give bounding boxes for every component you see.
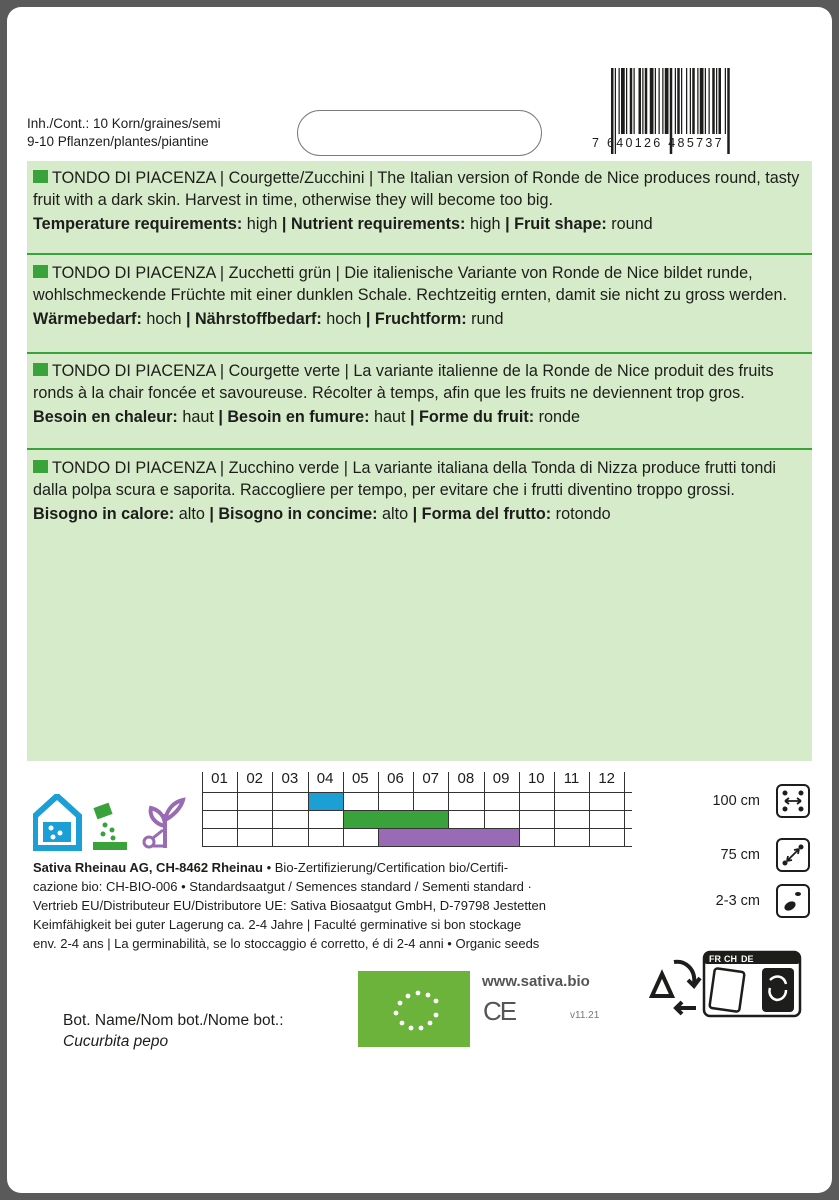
- recycle-box-icon: [704, 952, 800, 1016]
- divider: [27, 253, 812, 255]
- prop-value: hoch: [141, 310, 186, 328]
- barcode-bar: [681, 68, 682, 134]
- description-en: [33, 167, 808, 235]
- prop-value: alto: [377, 505, 413, 523]
- row-spacing-icon: [776, 784, 810, 818]
- company-line: env. 2-4 ans | La germinabilità, se lo stoccaggio é corretto, é di 2-4 anni • Organic seeds: [33, 936, 540, 951]
- harvest-bar: [379, 829, 519, 846]
- description-panel: [27, 161, 812, 761]
- month-label: 04: [316, 770, 334, 787]
- divider: [27, 352, 812, 354]
- month-label: 08: [457, 770, 475, 787]
- month-label: 10: [527, 770, 545, 787]
- barcode-bar: [630, 68, 633, 134]
- prop-label: | Fruit shape:: [505, 215, 607, 233]
- sowing-depth-value: 2-3 cm: [715, 893, 760, 909]
- barcode-bar: [639, 68, 642, 134]
- recycle-code-fr: FR: [709, 954, 721, 964]
- row-spacing-value: 100 cm: [712, 793, 760, 809]
- barcode-bar: [677, 68, 680, 134]
- barcode-bar: [650, 68, 654, 134]
- harvest-icon: [144, 800, 183, 848]
- plant-spacing: [700, 838, 810, 872]
- calendar-gridline: [343, 772, 344, 846]
- barcode-bar: [665, 68, 669, 134]
- barcode-bar: [725, 68, 726, 134]
- month-label: 02: [246, 770, 264, 787]
- barcode-bar: [662, 68, 663, 134]
- barcode-bar: [705, 68, 706, 134]
- company-line: Keimfähigkeit bei guter Lagerung ca. 2-4 Jahre | Faculté germinative si bon stockage: [33, 917, 522, 932]
- direct-sowing-icon: [93, 803, 127, 850]
- barcode-bar: [634, 68, 635, 134]
- hang-hole: [297, 110, 542, 156]
- calendar-gridline: [202, 846, 632, 847]
- month-label: 06: [387, 770, 404, 787]
- sowing-depth-icon: [776, 884, 810, 918]
- description-fr: [33, 360, 808, 428]
- calendar-gridline: [624, 772, 625, 846]
- contents-line: Inh./Cont.: 10 Korn/graines/semi: [27, 116, 221, 131]
- company-info: [33, 858, 633, 953]
- company-line: Vertrieb EU/Distributeur EU/Distributore UE: Sativa Biosaatgut GmbH, D-79798 Jestetten: [33, 898, 546, 913]
- packet-contents-info: [27, 115, 221, 151]
- company-line-text: • Bio-Zertifizierung/Certification bio/Certifi-: [262, 860, 509, 875]
- green-square-icon: [33, 460, 48, 473]
- barcode-bar: [712, 68, 715, 134]
- prop-label: | Forma del frutto:: [412, 505, 552, 523]
- month-label: 11: [563, 770, 580, 787]
- barcode-bar: [675, 68, 676, 134]
- barcode-bar: [719, 68, 722, 134]
- month-label: 01: [211, 770, 228, 787]
- prop-value: rund: [466, 310, 504, 328]
- indoor-sowing-bar: [309, 793, 343, 810]
- description-de: [33, 262, 808, 330]
- ce-mark: CE: [483, 996, 516, 1026]
- prop-label: | Nährstoffbedarf:: [185, 310, 322, 328]
- description-text: TONDO DI PIACENZA | Courgette verte | La variante italienne de la Ronde de Nice produit des fruits ronds à la chair foncée et savoureuse. Récolter à temps, afin que les fruits ne deviennent trop gros.: [33, 362, 774, 402]
- prop-value: rotondo: [551, 505, 611, 523]
- botanical-name: Cucurbita pepo: [63, 1033, 169, 1050]
- calendar-gridline: [589, 772, 590, 846]
- barcode-bar: [626, 68, 627, 134]
- barcode-bar: [709, 68, 710, 134]
- green-square-icon: [33, 363, 48, 376]
- barcode-bar: [697, 68, 698, 134]
- properties-line: [33, 503, 808, 525]
- prop-label: | Bisogno in concime:: [209, 505, 378, 523]
- barcode-bar: [619, 68, 620, 134]
- website-link[interactable]: www.sativa.bio: [482, 973, 590, 990]
- calendar-gridline: [272, 772, 273, 846]
- company-line: cazione bio: CH-BIO-006 • Standardsaatgut / Semences standard / Sementi standard ·: [33, 879, 532, 894]
- prop-label: | Besoin en fumure:: [218, 408, 370, 426]
- prop-value: round: [606, 215, 653, 233]
- row-spacing: [700, 784, 810, 818]
- prop-value: high: [465, 215, 506, 233]
- sowing-icons: [33, 794, 193, 852]
- barcode-digits: 7 640126 485737: [592, 136, 724, 150]
- month-label: 09: [492, 770, 510, 787]
- prop-label: Temperature requirements:: [33, 215, 243, 233]
- plant-spacing-value: 75 cm: [720, 847, 760, 863]
- prop-label: Bisogno in calore:: [33, 505, 175, 523]
- barcode-bar: [621, 68, 625, 134]
- properties-line: [33, 213, 808, 235]
- description-it: [33, 457, 808, 525]
- prop-value: ronde: [534, 408, 581, 426]
- barcode-bar: [686, 68, 687, 134]
- green-square-icon: [33, 170, 48, 183]
- prop-value: alto: [174, 505, 210, 523]
- calendar-gridline: [554, 772, 555, 846]
- description-text: TONDO DI PIACENZA | Zucchino verde | La variante italiana della Tonda di Nizza produce frutti tondi dalla polpa scura e saporita. Raccogliere per tempo, per evitare che i frutti diventino troppo grossi.: [33, 459, 777, 499]
- barcode-bar: [645, 68, 648, 134]
- divider: [27, 448, 812, 450]
- recycle-code-de: DE: [741, 954, 754, 964]
- prop-label: | Fruchtform:: [365, 310, 467, 328]
- barcode-bar: [642, 68, 643, 134]
- company-name: Sativa Rheinau AG, CH-8462 Rheinau: [33, 860, 263, 875]
- description-text: TONDO DI PIACENZA | Courgette/Zucchini | The Italian version of Ronde de Nice produces round, tasty fruit with a dark skin. Harvest in time, otherwise they will become too big.: [33, 169, 800, 209]
- prop-value: haut: [369, 408, 410, 426]
- plants-line: 9-10 Pflanzen/plantes/piantine: [27, 134, 209, 149]
- eu-organic-logo: [358, 971, 470, 1047]
- barcode-bar: [716, 68, 717, 134]
- month-label: 12: [598, 770, 616, 787]
- botanical-name-block: [63, 1010, 284, 1052]
- prop-label: | Nutrient requirements:: [281, 215, 466, 233]
- month-label: 03: [281, 770, 299, 787]
- company-line: [33, 858, 633, 877]
- barcode-bar: [692, 68, 695, 134]
- barcode-bar: [690, 68, 691, 134]
- prop-label: Wärmebedarf:: [33, 310, 142, 328]
- calendar-gridline: [202, 792, 632, 793]
- calendar-gridline: [519, 772, 520, 846]
- triman-icon: [652, 962, 700, 1014]
- month-label: 07: [422, 770, 440, 787]
- calendar-gridline: [202, 772, 203, 846]
- prop-label: | Forme du fruit:: [410, 408, 535, 426]
- botanical-label: Bot. Name/Nom bot./Nome bot.:: [63, 1012, 284, 1029]
- barcode-bar: [655, 68, 656, 134]
- properties-line: [33, 406, 808, 428]
- sowing-depth: [700, 884, 810, 918]
- version-label: v11.21: [570, 1010, 600, 1021]
- indoor-sowing-icon: [35, 796, 79, 848]
- barcode-bar: [700, 68, 704, 134]
- prop-value: haut: [177, 408, 219, 426]
- recycle-code-ch: CH: [724, 954, 737, 964]
- properties-line: [33, 308, 808, 330]
- green-square-icon: [33, 265, 48, 278]
- direct-sowing-bar: [344, 811, 449, 828]
- prop-value: hoch: [321, 310, 366, 328]
- prop-value: high: [242, 215, 282, 233]
- description-text: TONDO DI PIACENZA | Zucchetti grün | Die italienische Variante von Ronde de Nice bildet runde, wohlschmeckende Früchte mit einer dunklen Schale. Rechtzeitig ernten, damit sie nicht zu gross werden.: [33, 264, 787, 304]
- recycling-symbols: [648, 950, 808, 1020]
- plant-spacing-icon: [776, 838, 810, 872]
- barcode-bar: [659, 68, 660, 134]
- month-label: 05: [351, 770, 369, 787]
- calendar-gridline: [237, 772, 238, 846]
- prop-label: Besoin en chaleur:: [33, 408, 178, 426]
